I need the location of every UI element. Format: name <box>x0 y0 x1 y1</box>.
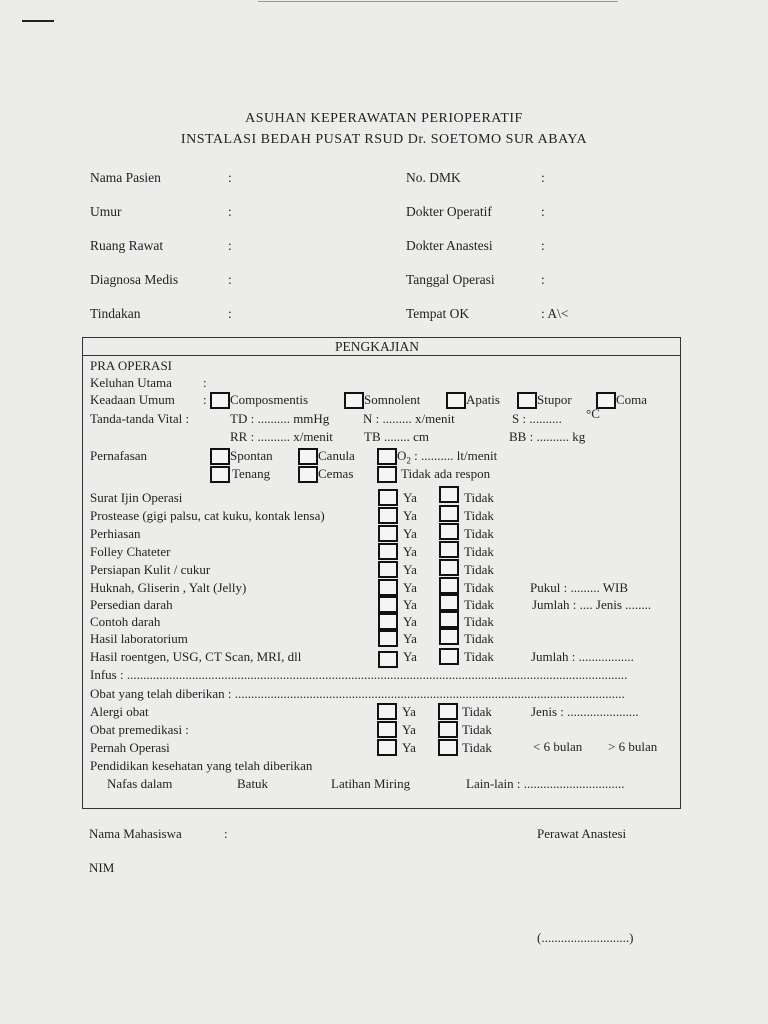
pra-operasi-label: PRA OPERASI <box>90 358 172 373</box>
ya-checkbox[interactable] <box>378 613 398 630</box>
jumlah-field: Jumlah : ................. <box>531 649 634 664</box>
apatis-checkbox[interactable] <box>446 392 466 409</box>
tidak-checkbox[interactable] <box>439 594 459 611</box>
sep: : <box>541 170 545 185</box>
somnolent-label: Somnolent <box>364 392 421 407</box>
ya-checkbox[interactable] <box>378 543 398 560</box>
checklist-label: Persiapan Kulit / cukur <box>90 562 211 577</box>
premedikasi-label: Obat premedikasi : <box>90 722 189 737</box>
keadaan-umum-label: Keadaan Umum <box>90 392 175 407</box>
ya-label: Ya <box>403 562 417 577</box>
tidak-label: Tidak <box>464 649 494 664</box>
sep: : <box>203 392 207 407</box>
tidak-label: Tidak <box>462 722 492 737</box>
jenis-field: Jenis : ...................... <box>531 704 639 719</box>
tidak-label: Tidak <box>464 508 494 523</box>
tidak-checkbox[interactable] <box>439 628 459 645</box>
checklist-label: Huknah, Gliserin , Yalt (Jelly) <box>90 580 247 595</box>
tidak-checkbox[interactable] <box>439 577 459 594</box>
tidak-respon-checkbox[interactable] <box>377 466 397 483</box>
tidak-checkbox[interactable] <box>439 611 459 628</box>
keluhan-utama-label: Keluhan Utama <box>90 375 172 390</box>
checklist-label: Contoh darah <box>90 614 161 629</box>
coma-label: Coma <box>616 392 648 407</box>
ya-label: Ya <box>402 740 416 755</box>
tidak-checkbox[interactable] <box>439 486 459 503</box>
pengkajian-heading: PENGKAJIAN <box>335 339 419 354</box>
sep: : <box>228 238 232 253</box>
tidak-checkbox[interactable] <box>439 505 459 522</box>
pernah-operasi-label: Pernah Operasi <box>90 740 170 755</box>
stupor-checkbox[interactable] <box>517 392 537 409</box>
apatis-label: Apatis <box>466 392 500 407</box>
canula-checkbox[interactable] <box>298 448 318 465</box>
ya-checkbox[interactable] <box>378 630 398 647</box>
scan-line <box>258 1 618 2</box>
label-tanggal-operasi: Tanggal Operasi <box>406 272 495 287</box>
spontan-label: Spontan <box>230 448 273 463</box>
ya-label: Ya <box>402 704 416 719</box>
sep: : <box>541 238 545 253</box>
tidak-checkbox[interactable] <box>439 648 459 665</box>
ya-label: Ya <box>403 526 417 541</box>
td-field: TD : .......... mmHg <box>230 411 330 426</box>
ya-label: Ya <box>402 722 416 737</box>
tidak-label: Tidak <box>464 614 494 629</box>
tidak-label: Tidak <box>464 544 494 559</box>
checklist-label: Persedian darah <box>90 597 173 612</box>
ya-label: Ya <box>403 631 417 646</box>
pernafasan-label: Pernafasan <box>90 448 148 463</box>
nim-label: NIM <box>89 860 115 875</box>
rr-field: RR : .......... x/menit <box>230 429 333 444</box>
label-ruang-rawat: Ruang Rawat <box>90 238 164 253</box>
label-nama-pasien: Nama Pasien <box>90 170 161 185</box>
ya-label: Ya <box>403 649 417 664</box>
stupor-label: Stupor <box>537 392 572 407</box>
signature-line: (...........................) <box>537 930 634 945</box>
latihan-miring: Latihan Miring <box>331 776 411 791</box>
checklist-label: Hasil roentgen, USG, CT Scan, MRI, dll <box>90 649 302 664</box>
tenang-label: Tenang <box>232 466 271 481</box>
form-subtitle: INSTALASI BEDAH PUSAT RSUD Dr. SOETOMO SUR ABAYA <box>180 132 588 147</box>
checklist-label: Prostease (gigi palsu, cat kuku, kontak lensa) <box>90 508 325 523</box>
spontan-checkbox[interactable] <box>210 448 230 465</box>
ya-checkbox[interactable] <box>378 489 398 506</box>
ya-checkbox[interactable] <box>378 525 398 542</box>
checklist-label: Folley Chateter <box>90 544 171 559</box>
o2-checkbox[interactable] <box>377 448 397 465</box>
sep: : <box>228 170 232 185</box>
tidak-label: Tidak <box>464 490 494 505</box>
pendidikan-label: Pendidikan kesehatan yang telah diberikan <box>90 758 313 773</box>
label-diagnosa-medis: Diagnosa Medis <box>90 272 179 287</box>
sep: : <box>228 306 232 321</box>
tidak-respon-label: Tidak ada respon <box>401 466 491 481</box>
tidak-checkbox[interactable] <box>438 739 458 756</box>
tb-field: TB ........ cm <box>364 429 429 444</box>
tidak-label: Tidak <box>462 704 492 719</box>
tidak-checkbox[interactable] <box>438 703 458 720</box>
tidak-label: Tidak <box>464 631 494 646</box>
tidak-label: Tidak <box>464 526 494 541</box>
tidak-label: Tidak <box>462 740 492 755</box>
lebih-6-bulan: > 6 bulan <box>608 739 658 754</box>
pukul-field: Pukul : ......... WIB <box>530 580 628 595</box>
ya-label: Ya <box>403 490 417 505</box>
lain-lain-field: Lain-lain : ............................... <box>466 776 625 791</box>
ya-checkbox[interactable] <box>378 651 398 668</box>
nadi-field: N : ......... x/menit <box>363 411 455 426</box>
label-tempat-ok: Tempat OK <box>406 306 470 321</box>
jumlah-jenis-field: Jumlah : .... Jenis ........ <box>532 597 652 612</box>
composmentis-label: Composmentis <box>230 392 309 407</box>
sep: : <box>541 204 545 219</box>
ya-checkbox[interactable] <box>378 579 398 596</box>
celsius-unit: °C <box>586 406 600 421</box>
ya-label: Ya <box>403 508 417 523</box>
bb-field: BB : .......... kg <box>509 429 586 444</box>
ya-checkbox[interactable] <box>378 596 398 613</box>
tempat-ok-value: : A\< <box>541 306 569 321</box>
cemas-label: Cemas <box>318 466 354 481</box>
form-title: ASUHAN KEPERAWATAN PERIOPERATIF <box>245 111 523 126</box>
sep: : <box>203 375 207 390</box>
ya-label: Ya <box>403 544 417 559</box>
heading-divider <box>83 355 680 356</box>
nafas-dalam: Nafas dalam <box>107 776 173 791</box>
ya-checkbox[interactable] <box>377 703 397 720</box>
tidak-checkbox[interactable] <box>439 523 459 540</box>
ya-checkbox[interactable] <box>378 507 398 524</box>
ttv-label: Tanda-tanda Vital : <box>90 411 190 426</box>
tidak-label: Tidak <box>464 597 494 612</box>
sep: : <box>228 272 232 287</box>
kurang-6-bulan: < 6 bulan <box>533 739 583 754</box>
ya-checkbox[interactable] <box>377 739 397 756</box>
scan-mark <box>22 20 54 22</box>
infus-field: Infus : .......................................................................................................................................................... <box>90 667 628 682</box>
label-no-dmk: No. DMK <box>406 170 461 185</box>
nama-mahasiswa-label: Nama Mahasiswa <box>89 826 182 841</box>
sep: : <box>224 826 228 841</box>
composmentis-checkbox[interactable] <box>210 392 230 409</box>
label-tindakan: Tindakan <box>90 306 141 321</box>
tidak-label: Tidak <box>464 562 494 577</box>
ya-label: Ya <box>403 580 417 595</box>
tidak-label: Tidak <box>464 580 494 595</box>
batuk: Batuk <box>237 776 269 791</box>
canula-label: Canula <box>318 448 355 463</box>
tidak-checkbox[interactable] <box>439 541 459 558</box>
sep: : <box>541 272 545 287</box>
alergi-label: Alergi obat <box>90 704 149 719</box>
tidak-checkbox[interactable] <box>439 559 459 576</box>
checklist-label: Surat Ijin Operasi <box>90 490 183 505</box>
tenang-checkbox[interactable] <box>210 466 230 483</box>
obat-diberikan-field: Obat yang telah diberikan : ........................................................................................................................ <box>90 686 625 701</box>
o2-label: $O_2$ : .......... lt/menit <box>397 448 498 466</box>
label-dokter-operatif: Dokter Operatif <box>406 204 492 219</box>
label-dokter-anastesi: Dokter Anastesi <box>406 238 493 253</box>
ya-label: Ya <box>403 597 417 612</box>
perawat-anastesi-label: Perawat Anastesi <box>537 826 627 841</box>
tidak-checkbox[interactable] <box>438 721 458 738</box>
ya-label: Ya <box>403 614 417 629</box>
sep: : <box>228 204 232 219</box>
somnolent-checkbox[interactable] <box>344 392 364 409</box>
ya-checkbox[interactable] <box>378 561 398 578</box>
label-umur: Umur <box>90 204 122 219</box>
suhu-field: S : .......... <box>512 411 562 426</box>
cemas-checkbox[interactable] <box>298 466 318 483</box>
ya-checkbox[interactable] <box>377 721 397 738</box>
checklist-label: Hasil laboratorium <box>90 631 188 646</box>
checklist-label: Perhiasan <box>90 526 141 541</box>
